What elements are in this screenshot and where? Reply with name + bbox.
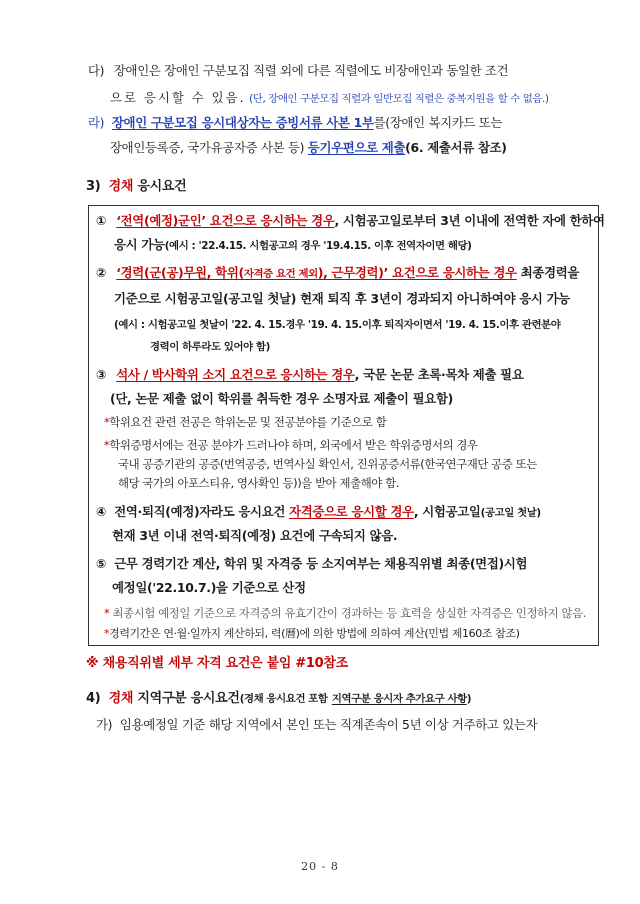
box-item1-line2-text: 응시 가능 bbox=[114, 237, 165, 252]
section-3-red: 경채 bbox=[108, 179, 134, 194]
box-item5-line1 bbox=[96, 555, 527, 573]
box-item2-ex1 bbox=[114, 316, 560, 334]
para-da-line2 bbox=[110, 89, 549, 108]
star-marker: * bbox=[104, 438, 110, 452]
reference-note bbox=[86, 655, 348, 673]
box-item3-note2c bbox=[118, 474, 399, 492]
para-ga-text: 임용예정일 기준 해당 지역에서 본인 또는 직계존속이 5년 이상 거주하고 있는자 bbox=[119, 717, 538, 732]
box-item5-note1-text: 최종시험 예정일 기준으로 자격증의 유효기간이 경과하는 등 효력을 상실한 자격증은 인정하지 않음. bbox=[112, 606, 586, 620]
box-item5-line2 bbox=[112, 579, 306, 597]
para-da-line1 bbox=[88, 62, 508, 80]
box-item3-rest: , 국문 논문 초록·목차 제출 필요 bbox=[354, 367, 524, 382]
box-item3-note2-text: 학위증명서에는 전공 분야가 드러나야 하며, 외국에서 받은 학위증명서의 경우 bbox=[109, 438, 478, 452]
section-4-note-pre: (경채 응시요건 포함 bbox=[239, 693, 328, 705]
box-item4-underlined: 자격증으로 응시할 경우 bbox=[289, 504, 414, 519]
box-item1-num: ① bbox=[96, 213, 107, 228]
section-4-note-post: ) bbox=[466, 693, 472, 705]
box-item1-rest: , 시험공고일로부터 3년 이내에 전역한 자에 한하여 bbox=[334, 213, 605, 228]
box-item2-q1-text: ‘경력(군(공)무원, 학위( bbox=[116, 265, 244, 280]
box-item3-line1 bbox=[96, 366, 524, 384]
box-item4-line1 bbox=[96, 503, 541, 522]
para-ga-marker: 가) bbox=[96, 717, 113, 732]
section-4-note-u: 지역구분 응시자 추가요구 사항 bbox=[331, 693, 467, 705]
box-item5-note2-text: 경력기간은 연·월·일까지 계산하되, 력(曆)에 의한 방법에 의하여 계산(민법 제160조 참조) bbox=[109, 627, 520, 640]
para-ga bbox=[96, 716, 537, 734]
box-item4-post: , 시험공고일 bbox=[413, 504, 481, 519]
para-da-note: (단, 장애인 구분모집 직렬과 일반모집 직렬은 중복지원을 할 수 없음.) bbox=[249, 93, 549, 105]
para-da-marker: 다) bbox=[88, 63, 105, 78]
para-ra-line2-pre: 장애인등록증, 국가유공자증 사본 등) bbox=[110, 140, 305, 155]
box-item5-note2 bbox=[104, 625, 519, 643]
box-item5-note1 bbox=[104, 604, 586, 622]
box-item3-note1-text: 학위요건 관련 전공은 학위논문 및 전공분야를 기준으로 함 bbox=[109, 415, 387, 429]
box-item2-q1-small: 자격증 요건 제외 bbox=[243, 268, 318, 280]
box-item2-line2 bbox=[114, 290, 570, 308]
box-item3-note1 bbox=[104, 413, 386, 431]
box-item1-quote: ‘전역(예정)군인’ 요건으로 응시하는 경우 bbox=[116, 213, 335, 228]
reference-note-text: ※ 채용직위별 세부 자격 요건은 붙임 #10참조 bbox=[86, 656, 348, 671]
section-3-num: 3) bbox=[86, 179, 101, 194]
section-4-num: 4) bbox=[86, 691, 101, 706]
star-marker: * bbox=[104, 627, 110, 640]
section-3-rest: 응시요건 bbox=[137, 179, 187, 194]
box-item4-num: ④ bbox=[96, 504, 107, 519]
para-ra-line2-mail: 등기우편으로 제출 bbox=[307, 140, 406, 155]
box-item4-line2-text: 현재 3년 이내 전역·퇴직(예정) 요건에 구속되지 않음. bbox=[112, 528, 398, 543]
box-item2-ex1-text: (예시 : 시험공고일 첫날이 '22. 4. 15.경우 '19. 4. 15.이후 퇴직자이면서 '19. 4. 15.이후 관련분야 bbox=[114, 319, 561, 331]
para-ra-line1 bbox=[88, 114, 502, 132]
box-item5-line1-text: 근무 경력기간 계산, 학위 및 자격증 등 소지여부는 채용직위별 최종(면접)시험 bbox=[114, 556, 528, 571]
box-item2-ex2-text: 경력이 하루라도 있어야 함) bbox=[150, 341, 271, 353]
box-item1-line2 bbox=[114, 236, 472, 255]
para-da-text1: 장애인은 장애인 구분모집 직렬 외에 다른 직렬에도 비장애인과 동일한 조건 bbox=[113, 63, 509, 78]
box-item3-line2 bbox=[110, 390, 453, 408]
box-item4-line2 bbox=[112, 527, 397, 545]
box-item3-note2c-text: 해당 국가의 아포스티유, 영사확인 등))을 받아 제출해야 함. bbox=[118, 476, 399, 490]
para-ra-underlined: 장애인 구분모집 응시대상자는 증빙서류 사본 1부 bbox=[111, 115, 374, 130]
box-item5-num: ⑤ bbox=[96, 556, 107, 571]
section-4-red: 경채 bbox=[108, 691, 134, 706]
section-4-main: 지역구분 응시요건 bbox=[137, 691, 240, 706]
star-marker: * bbox=[104, 606, 110, 620]
box-item1-line2-note: (예시 : '22.4.15. 시험공고의 경우 '19.4.15. 이후 전역자이면 해당) bbox=[164, 240, 472, 252]
para-da-text2: 으로 응시할 수 있음. bbox=[110, 90, 246, 105]
box-item3-line2-text: (단, 논문 제출 없이 학위를 취득한 경우 소명자료 제출이 필요함) bbox=[110, 391, 453, 406]
section-4-heading bbox=[86, 690, 471, 708]
box-item2-ex2 bbox=[150, 338, 270, 356]
para-ra-rest: 를(장애인 복지카드 또는 bbox=[373, 115, 503, 130]
para-ra-marker: 라) bbox=[88, 115, 105, 130]
page-number: 20 - 8 bbox=[301, 860, 339, 873]
box-item3-note2b-text: 국내 공증기관의 공증(번역공증, 번역사실 확인서, 진위공증서류(한국연구재단 공증 또는 bbox=[118, 457, 537, 471]
section-3-heading bbox=[86, 178, 186, 196]
box-item2-line1 bbox=[96, 264, 579, 283]
box-item2-q1 bbox=[116, 265, 517, 280]
star-marker: * bbox=[104, 415, 110, 429]
box-item3-note2 bbox=[104, 436, 478, 454]
box-item4-pre: 전역·퇴직(예정)자라도 응시요건 bbox=[114, 504, 286, 519]
box-item3-num: ③ bbox=[96, 367, 107, 382]
box-item1-line1 bbox=[96, 212, 605, 230]
box-item2-rest: 최종경력을 bbox=[516, 265, 580, 280]
box-item2-num: ② bbox=[96, 265, 107, 280]
box-item2-line2-text: 기준으로 시험공고일(공고일 첫날) 현재 퇴직 후 3년이 경과되지 아니하여야 응시 가능 bbox=[114, 291, 570, 306]
box-item4-post-small: (공고일 첫날) bbox=[480, 507, 541, 519]
box-item3-note2b bbox=[118, 455, 537, 473]
para-ra-line2-post: (6. 제출서류 참조) bbox=[405, 140, 507, 155]
box-item3-underlined: 석사 / 박사학위 소지 요건으로 응시하는 경우 bbox=[116, 367, 355, 382]
box-item5-line2-text: 예정일('22.10.7.)을 기준으로 산정 bbox=[112, 580, 306, 595]
box-item2-q1-end: ), 근무경력)’ 요건으로 응시하는 경우 bbox=[317, 265, 517, 280]
para-ra-line2 bbox=[110, 139, 507, 157]
